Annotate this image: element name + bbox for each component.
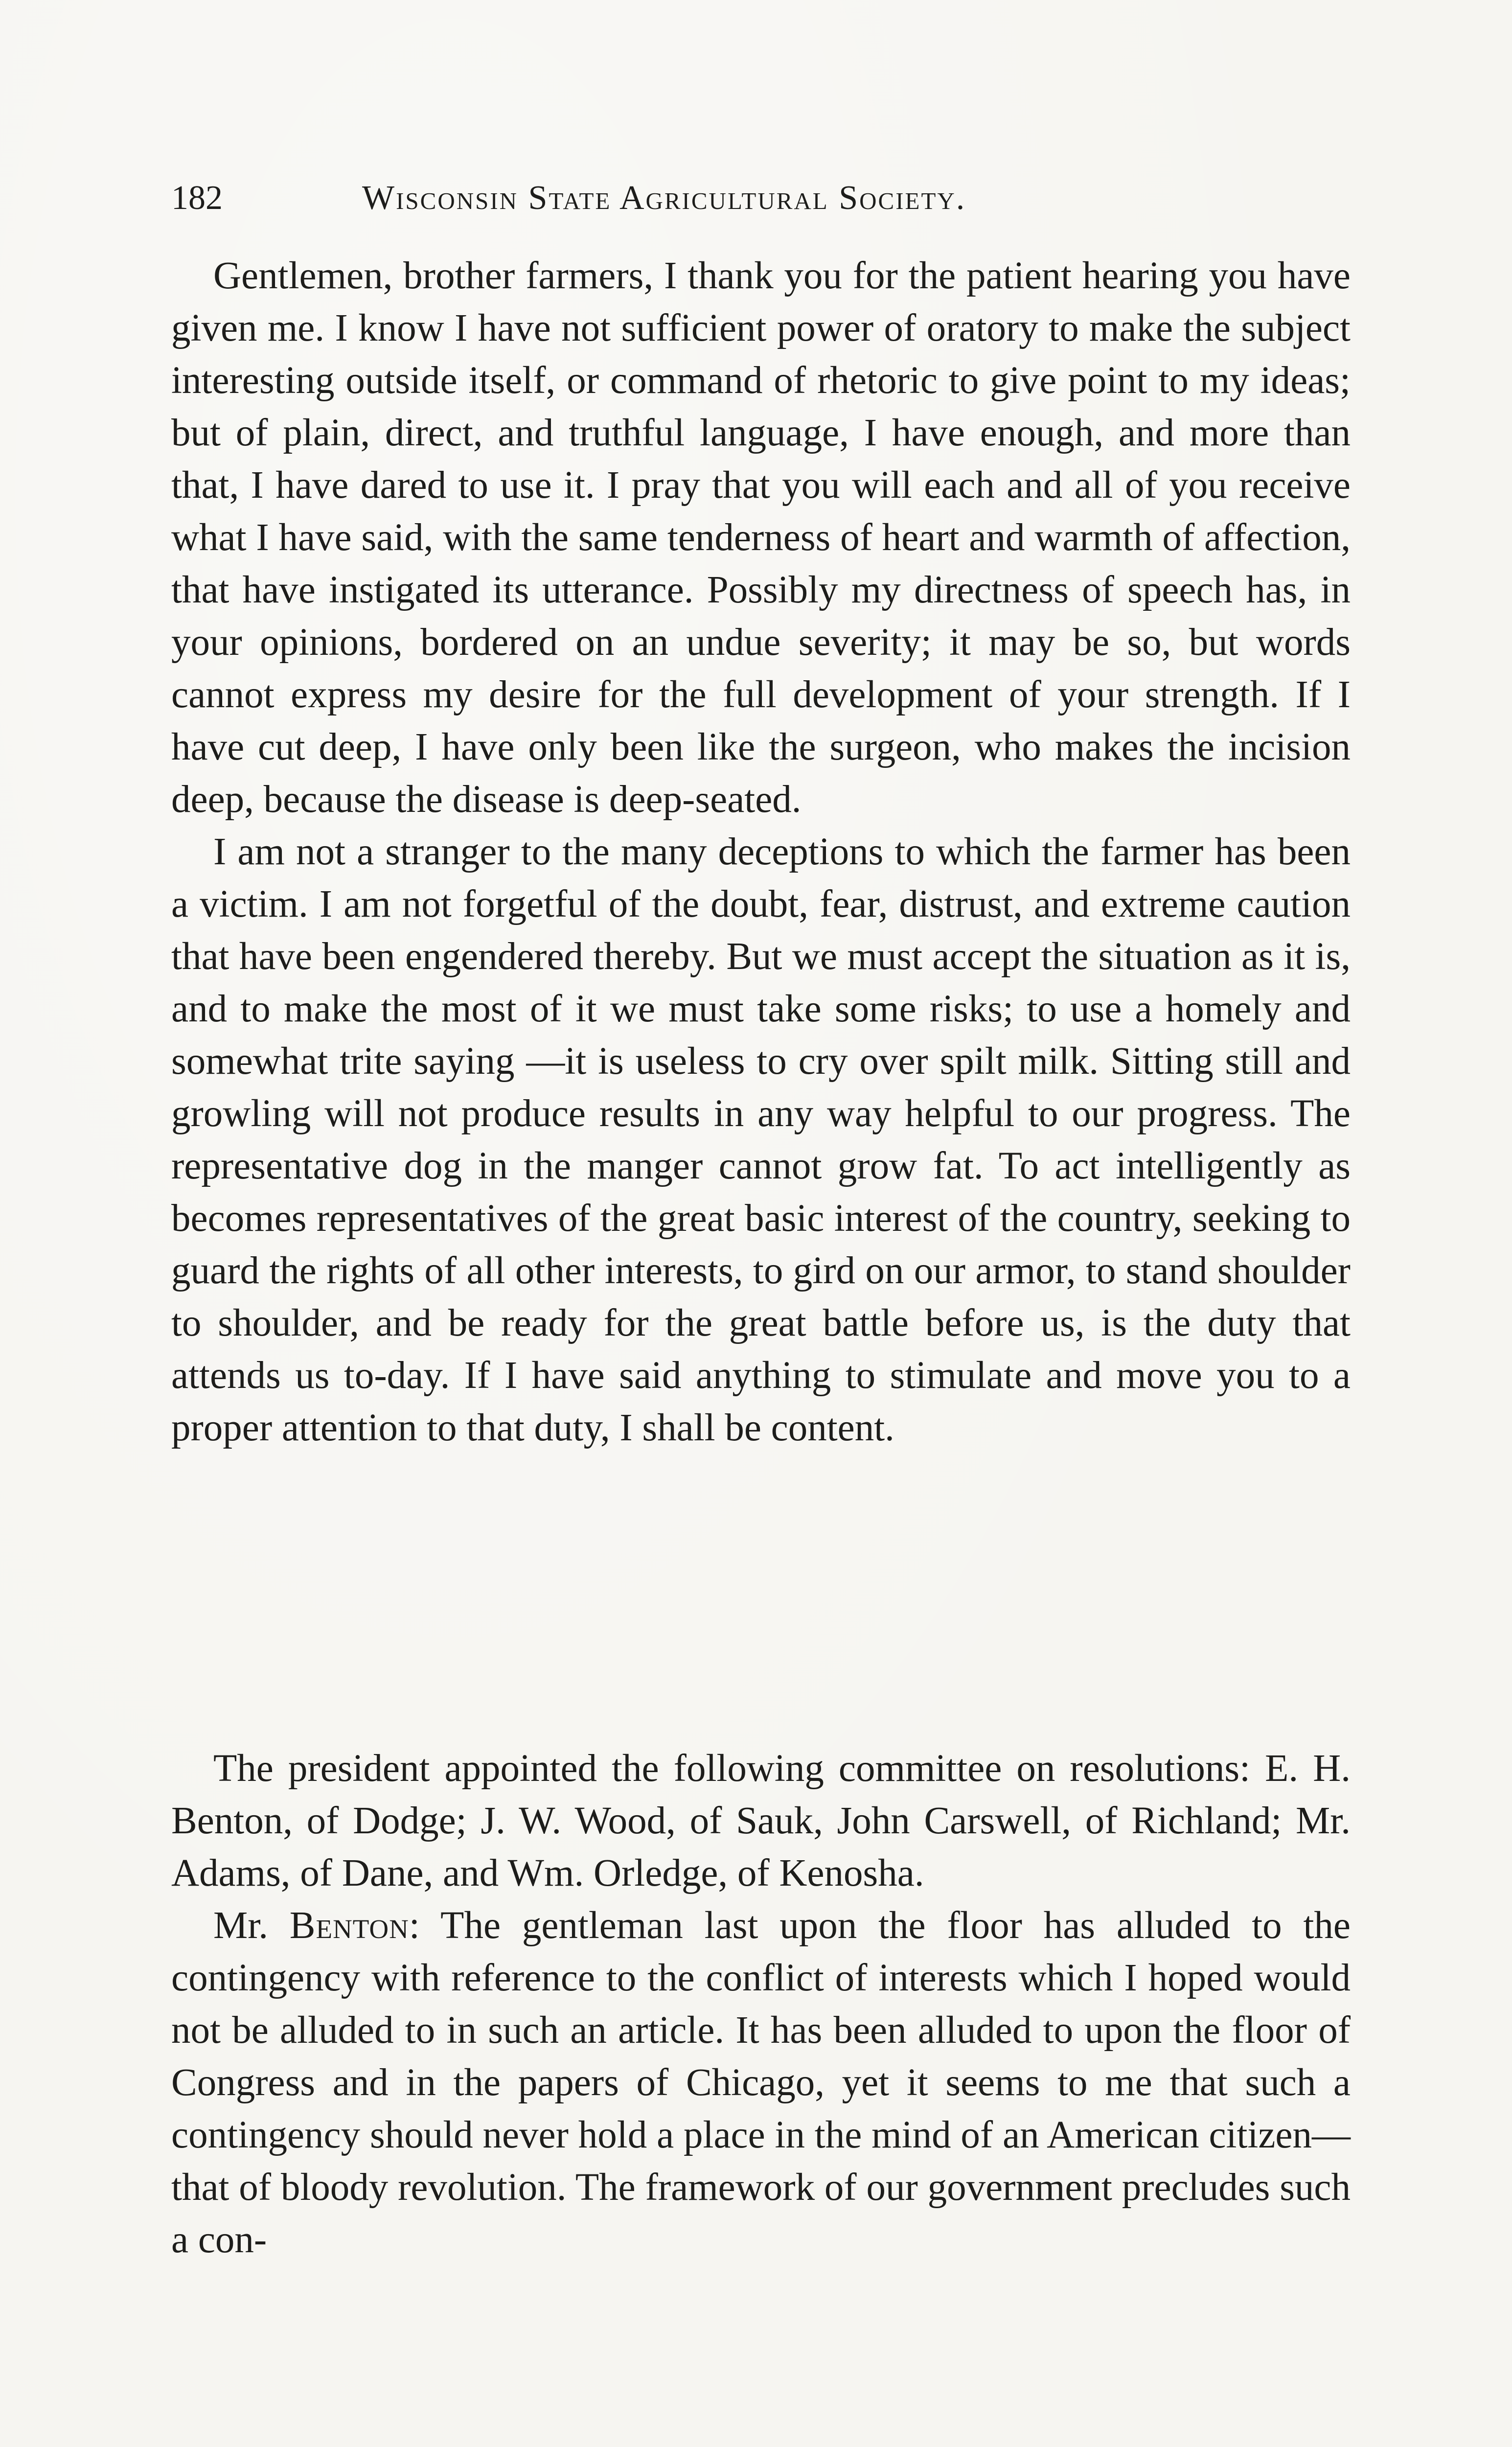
paragraph-benton-remarks bbox=[171, 1899, 1351, 2266]
page-header bbox=[171, 171, 1346, 225]
paragraph-committee: The president appointed the following committee on resolutions: E. H. Benton, of Dodge; J. W. Wood, of Sauk, John Carswell, of Richland; Mr. Adams, of Dane, and Wm. Orledge, of Kenosha. bbox=[171, 1747, 1351, 1894]
speaker-prefix: Mr. bbox=[213, 1904, 268, 1947]
speaker-name: Benton bbox=[289, 1904, 409, 1947]
speech-conclusion bbox=[171, 250, 1351, 1454]
running-title: Wisconsin State Agricultural Society. bbox=[362, 179, 966, 217]
benton-remarks-text: : The gentleman last upon the floor has alluded to the contingency with reference to the conflict of interests which I hoped would not be alluded to in such an article. It has been alluded to upon the floor of Congress and in the papers of Chicago, yet it seems to me that such a contingency should never hold a place in the mind of an American citizen—that of bloody revolution. The framework of our government precludes such a con- bbox=[171, 1904, 1351, 2261]
proceedings-section bbox=[171, 1742, 1351, 2266]
paragraph-thanks: Gentlemen, brother farmers, I thank you for the patient hearing you have given me. I know I have not sufficient power of oratory to make the subject interesting outside itself, or command of rhetoric to give point to my ideas; but of plain, direct, and truthful language, I have enough, and more than that, I have dared to use it. I pray that you will each and all of you receive what I have said, with the same tenderness of heart and warmth of affection, that have instigated its utterance. Possibly my directness of speech has, in your opinions, bordered on an undue severity; it may be so, but words cannot express my desire for the full development of your strength. If I have cut deep, I have only been like the surgeon, who makes the incision deep, because the disease is deep-seated. bbox=[171, 254, 1351, 821]
paragraph-deceptions: I am not a stranger to the many deceptions to which the farmer has been a victim. I am not forgetful of the doubt, fear, distrust, and extreme caution that have been engendered thereby. But we must accept the situation as it is, and to make the most of it we must take some risks; to use a homely and somewhat trite saying —it is useless to cry over spilt milk. Sitting still and growling will not produce results in any way helpful to our progress. The representative dog in the manger cannot grow fat. To act intelligently as becomes representatives of the great basic interest of the country, seeking to guard the rights of all other interests, to gird on our armor, to stand shoulder to shoulder, and be ready for the great battle before us, is the duty that attends us to-day. If I have said anything to stimulate and move you to a proper attention to that duty, I shall be content. bbox=[171, 831, 1351, 1449]
page-number: 182 bbox=[171, 179, 223, 217]
